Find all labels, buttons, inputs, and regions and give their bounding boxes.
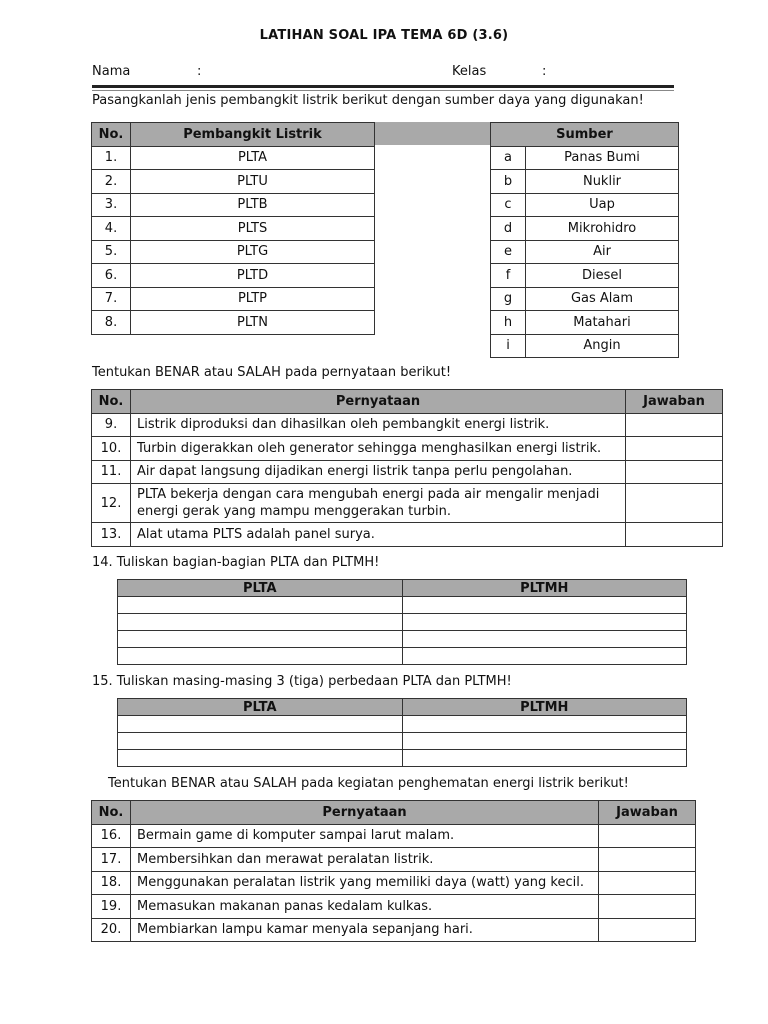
table-row [92, 460, 723, 484]
answer-cell[interactable] [118, 648, 403, 665]
row-number: 16. [92, 824, 131, 848]
answer-cell[interactable] [626, 484, 723, 523]
header-divider [92, 85, 674, 88]
answer-cell[interactable] [402, 597, 687, 614]
truefalse-table-2 [91, 800, 696, 942]
table-row [92, 918, 696, 942]
sumber-value: Matahari [526, 311, 679, 335]
sumber-value: Nuklir [526, 170, 679, 194]
pembangkit-name: PLTU [131, 170, 375, 194]
table-row [92, 871, 696, 895]
col-pernyataan-header: Pernyataan [131, 801, 599, 825]
row-number: 4. [92, 217, 131, 241]
col-plta-header: PLTA [118, 699, 403, 716]
table-row [92, 217, 375, 241]
table-row [92, 824, 696, 848]
col-pembangkit-header: Pembangkit Listrik [131, 123, 375, 147]
sumber-value: Uap [526, 193, 679, 217]
kelas-label: Kelas [452, 64, 487, 79]
table-row [491, 240, 679, 264]
sumber-value: Diesel [526, 264, 679, 288]
row-number: 7. [92, 287, 131, 311]
answer-cell[interactable] [118, 614, 403, 631]
col-pltmh-header: PLTMH [402, 699, 687, 716]
table-row [92, 170, 375, 194]
answer-cell[interactable] [626, 523, 723, 547]
col-no-header: No. [92, 801, 131, 825]
table-header-row [118, 699, 687, 716]
pembangkit-name: PLTP [131, 287, 375, 311]
row-number: 3. [92, 193, 131, 217]
answer-cell[interactable] [599, 824, 696, 848]
row-number: 8. [92, 311, 131, 335]
table-row [92, 240, 375, 264]
sumber-key: e [491, 240, 526, 264]
col-jawaban-header: Jawaban [626, 390, 723, 414]
table-row [92, 146, 375, 170]
nama-label: Nama [92, 64, 131, 79]
table-row [92, 895, 696, 919]
question-14: 14. Tuliskan bagian-bagian PLTA dan PLTMH! [92, 555, 380, 570]
statement-text: Bermain game di komputer sampai larut malam. [131, 824, 599, 848]
sumber-key: a [491, 146, 526, 170]
header-connector-bar [375, 122, 490, 145]
table-row [92, 311, 375, 335]
sumber-value: Angin [526, 334, 679, 358]
table-header-row [92, 801, 696, 825]
pembangkit-name: PLTN [131, 311, 375, 335]
answer-row [118, 631, 687, 648]
pembangkit-name: PLTS [131, 217, 375, 241]
statement-text: Membersihkan dan merawat peralatan listrik. [131, 848, 599, 872]
compare-table-14 [117, 579, 687, 665]
statement-text: Air dapat langsung dijadikan energi listrik tanpa perlu pengolahan. [131, 460, 626, 484]
table-row [92, 437, 723, 461]
table-row [491, 217, 679, 241]
row-number: 19. [92, 895, 131, 919]
table-row [92, 287, 375, 311]
table-header-row [491, 123, 679, 147]
instruction-matching: Pasangkanlah jenis pembangkit listrik berikut dengan sumber daya yang digunakan! [92, 93, 644, 108]
sumber-value: Gas Alam [526, 287, 679, 311]
row-number: 9. [92, 413, 131, 437]
table-row [491, 264, 679, 288]
answer-cell[interactable] [402, 631, 687, 648]
col-no-header: No. [92, 390, 131, 414]
table-header-row [92, 390, 723, 414]
col-pernyataan-header: Pernyataan [131, 390, 626, 414]
col-sumber-header: Sumber [491, 123, 679, 147]
statement-text: Listrik diproduksi dan dihasilkan oleh pembangkit energi listrik. [131, 413, 626, 437]
table-header-row [92, 123, 375, 147]
page-title: LATIHAN SOAL IPA TEMA 6D (3.6) [259, 28, 509, 43]
answer-row [118, 750, 687, 767]
instruction-truefalse-2: Tentukan BENAR atau SALAH pada kegiatan penghematan energi listrik berikut! [108, 776, 629, 791]
statement-text: Alat utama PLTS adalah panel surya. [131, 523, 626, 547]
answer-cell[interactable] [118, 597, 403, 614]
table-row [92, 523, 723, 547]
answer-cell[interactable] [599, 895, 696, 919]
answer-cell[interactable] [599, 848, 696, 872]
col-plta-header: PLTA [118, 580, 403, 597]
table-row [491, 170, 679, 194]
col-pltmh-header: PLTMH [402, 580, 687, 597]
row-number: 17. [92, 848, 131, 872]
truefalse-table-1 [91, 389, 723, 547]
kelas-colon: : [542, 64, 547, 79]
table-row [491, 311, 679, 335]
nama-colon: : [197, 64, 202, 79]
row-number: 10. [92, 437, 131, 461]
statement-text: Menggunakan peralatan listrik yang memiliki daya (watt) yang kecil. [131, 871, 599, 895]
answer-row [118, 648, 687, 665]
table-row [92, 484, 723, 523]
table-row [491, 334, 679, 358]
sumber-key: c [491, 193, 526, 217]
table-row [92, 848, 696, 872]
sumber-key: h [491, 311, 526, 335]
pembangkit-name: PLTG [131, 240, 375, 264]
pembangkit-name: PLTA [131, 146, 375, 170]
answer-cell[interactable] [402, 733, 687, 750]
sumber-key: f [491, 264, 526, 288]
pembangkit-name: PLTB [131, 193, 375, 217]
table-row [92, 413, 723, 437]
sumber-key: d [491, 217, 526, 241]
answer-row [118, 597, 687, 614]
row-number: 1. [92, 146, 131, 170]
sumber-key: g [491, 287, 526, 311]
sumber-value: Mikrohidro [526, 217, 679, 241]
answer-cell[interactable] [402, 750, 687, 767]
header-divider-thin [92, 90, 674, 91]
pembangkit-name: PLTD [131, 264, 375, 288]
table-row [491, 146, 679, 170]
table-header-row [118, 580, 687, 597]
instruction-truefalse-1: Tentukan BENAR atau SALAH pada pernyataan berikut! [92, 365, 452, 380]
table-row [491, 287, 679, 311]
answer-row [118, 733, 687, 750]
pembangkit-table [91, 122, 375, 335]
answer-cell[interactable] [626, 460, 723, 484]
statement-text: Turbin digerakkan oleh generator sehingga menghasilkan energi listrik. [131, 437, 626, 461]
sumber-value: Panas Bumi [526, 146, 679, 170]
answer-cell[interactable] [599, 918, 696, 942]
answer-cell[interactable] [626, 413, 723, 437]
table-row [491, 193, 679, 217]
table-row [92, 193, 375, 217]
row-number: 2. [92, 170, 131, 194]
question-15: 15. Tuliskan masing-masing 3 (tiga) perbedaan PLTA dan PLTMH! [92, 674, 512, 689]
row-number: 18. [92, 871, 131, 895]
col-jawaban-header: Jawaban [599, 801, 696, 825]
row-number: 12. [92, 484, 131, 523]
sumber-key: b [491, 170, 526, 194]
answer-cell[interactable] [118, 716, 403, 733]
sumber-key: i [491, 334, 526, 358]
sumber-value: Air [526, 240, 679, 264]
col-no-header: No. [92, 123, 131, 147]
answer-cell[interactable] [118, 750, 403, 767]
row-number: 13. [92, 523, 131, 547]
row-number: 20. [92, 918, 131, 942]
table-row [92, 264, 375, 288]
answer-cell[interactable] [402, 648, 687, 665]
answer-cell[interactable] [118, 631, 403, 648]
answer-row [118, 614, 687, 631]
sumber-table [490, 122, 679, 358]
compare-table-15 [117, 698, 687, 767]
answer-cell[interactable] [402, 614, 687, 631]
answer-cell[interactable] [118, 733, 403, 750]
answer-cell[interactable] [626, 437, 723, 461]
statement-text: PLTA bekerja dengan cara mengubah energi pada air mengalir menjadi energi gerak yang mampu menggerakan turbin. [131, 484, 626, 523]
row-number: 11. [92, 460, 131, 484]
answer-cell[interactable] [402, 716, 687, 733]
row-number: 5. [92, 240, 131, 264]
statement-text: Membiarkan lampu kamar menyala sepanjang hari. [131, 918, 599, 942]
answer-row [118, 716, 687, 733]
row-number: 6. [92, 264, 131, 288]
answer-cell[interactable] [599, 871, 696, 895]
statement-text: Memasukan makanan panas kedalam kulkas. [131, 895, 599, 919]
